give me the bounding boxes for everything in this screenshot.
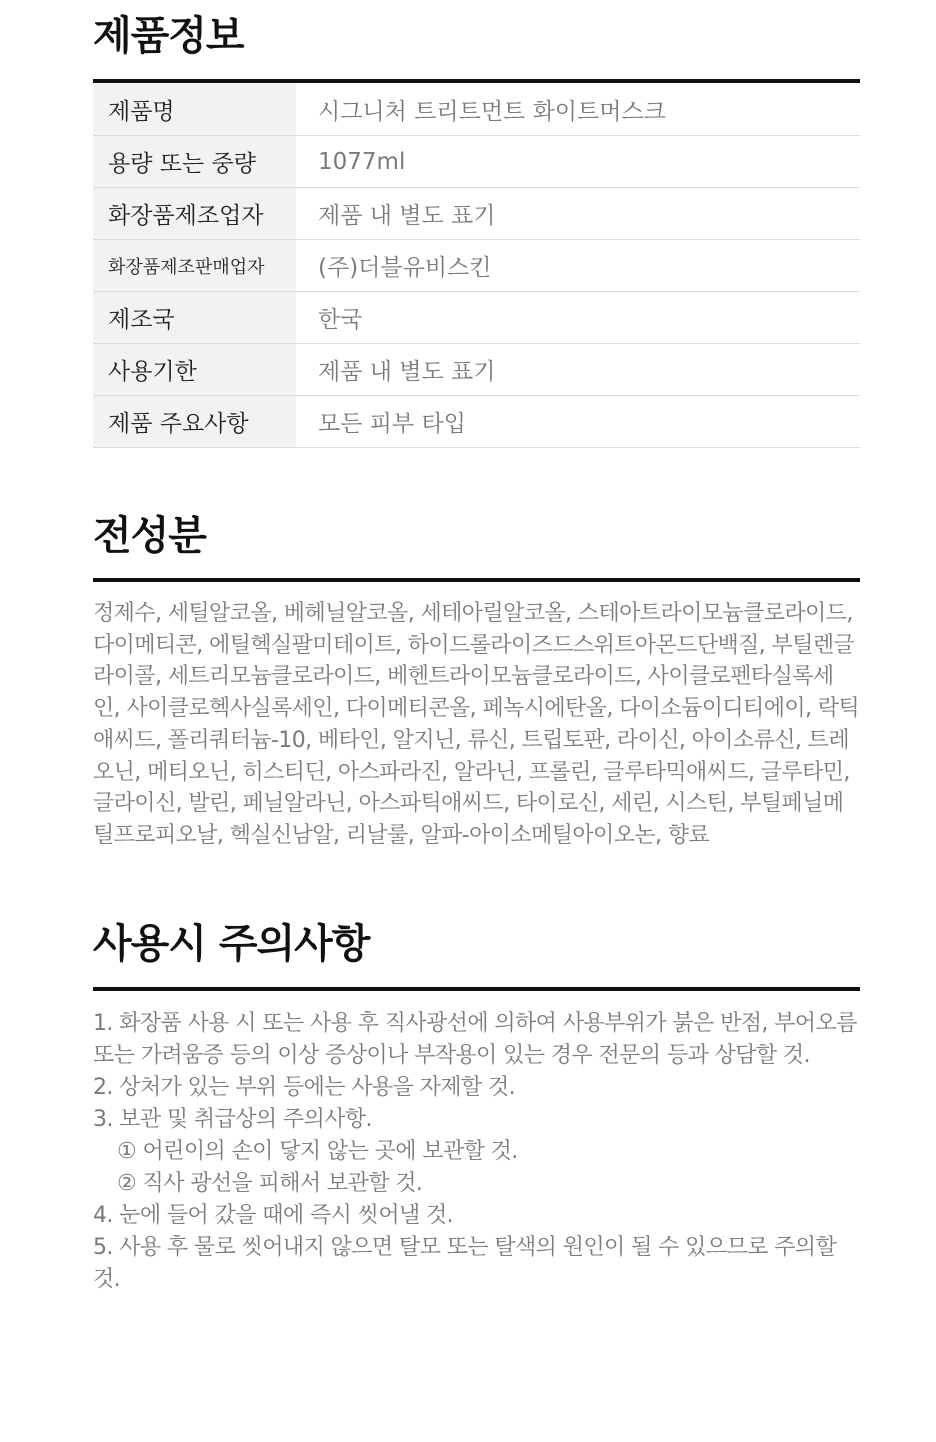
cautions-divider [93,987,860,991]
ingredients-title: 전성분 [93,513,206,559]
table-row [93,344,860,396]
caution-item: 3. 보관 및 취급상의 주의사항. [93,1107,372,1132]
cautions-list [93,1008,860,1296]
row-value-volume: 1077ml [296,136,860,188]
ingredients-text: 정제수, 세틸알코올, 베헤닐알코올, 세테아릴알코올, 스테아트라이모늄클로라이드, 다이메티콘, 에틸헥실팔미테이트, 하이드롤라이즈드스위트아몬드단백질, 부틸렌글라이콜, 세트리모늄클로라이드, 베헨트라이모늄클로라이드, 사이클로펜타실록세인, 사이클로헥사실록세인, 다이메티콘올, 페녹시에탄올, 다이소듐이디티에이, 락틱애씨드, 폴리쿼터늄-10, 베타인, 알지닌, 류신, 트립토판, 라이신, 아이소류신, 트레오닌, 메티오닌, 히스티딘, 아스파라진, 알라닌, 프롤린, 글루타믹애씨드, 글루타민, 글라이신, 발린, 페닐알라닌, 아스파틱애씨드, 타이로신, 세린, 시스틴, 부틸페닐메틸프로피오날, 헥실신남알, 리날룰, 알파-아이소메틸아이오논, 향료 [93,601,860,848]
table-row [93,292,860,344]
caution-item: 4. 눈에 들어 갔을 때에 즉시 씻어낼 것. [93,1203,454,1228]
row-label-expiry: 사용기한 [93,344,296,396]
row-label-distributor: 화장품제조판매업자 [93,240,296,292]
table-row [93,136,860,188]
row-label-key-notes: 제품 주요사항 [93,396,296,448]
row-label-country: 제조국 [93,292,296,344]
row-value-distributor: (주)더블유비스킨 [296,240,860,292]
caution-item: 1. 화장품 사용 시 또는 사용 후 직사광선에 의하여 사용부위가 붉은 반점, 부어오름 또는 가려움증 등의 이상 증상이나 부작용이 있는 경우 전문의 등과 상담할 것. [93,1011,857,1068]
caution-sub-item: ② 직사 광선을 피해서 보관할 것. [117,1171,423,1196]
row-value-country: 한국 [296,292,860,344]
table-row [93,84,860,136]
ingredients-divider [93,578,860,582]
row-label-product-name: 제품명 [93,84,296,136]
product-info-divider [93,79,860,83]
row-label-manufacturer: 화장품제조업자 [93,188,296,240]
cautions-title: 사용시 주의사항 [93,921,370,967]
caution-item: 5. 사용 후 물로 씻어내지 않으면 탈모 또는 탈색의 원인이 될 수 있으므로 주의할 것. [93,1235,837,1292]
table-row [93,396,860,448]
caution-item: 2. 상처가 있는 부위 등에는 사용을 자제할 것. [93,1075,516,1100]
product-info-table [93,84,860,448]
row-value-manufacturer: 제품 내 별도 표기 [296,188,860,240]
row-label-volume: 용량 또는 중량 [93,136,296,188]
row-value-key-notes: 모든 피부 타입 [296,396,860,448]
table-row [93,188,860,240]
row-value-expiry: 제품 내 별도 표기 [296,344,860,396]
caution-sub-item: ① 어린이의 손이 닿지 않는 곳에 보관할 것. [117,1139,518,1164]
row-value-product-name: 시그니처 트리트먼트 화이트머스크 [296,84,860,136]
product-info-title: 제품정보 [93,13,244,59]
table-row [93,240,860,292]
